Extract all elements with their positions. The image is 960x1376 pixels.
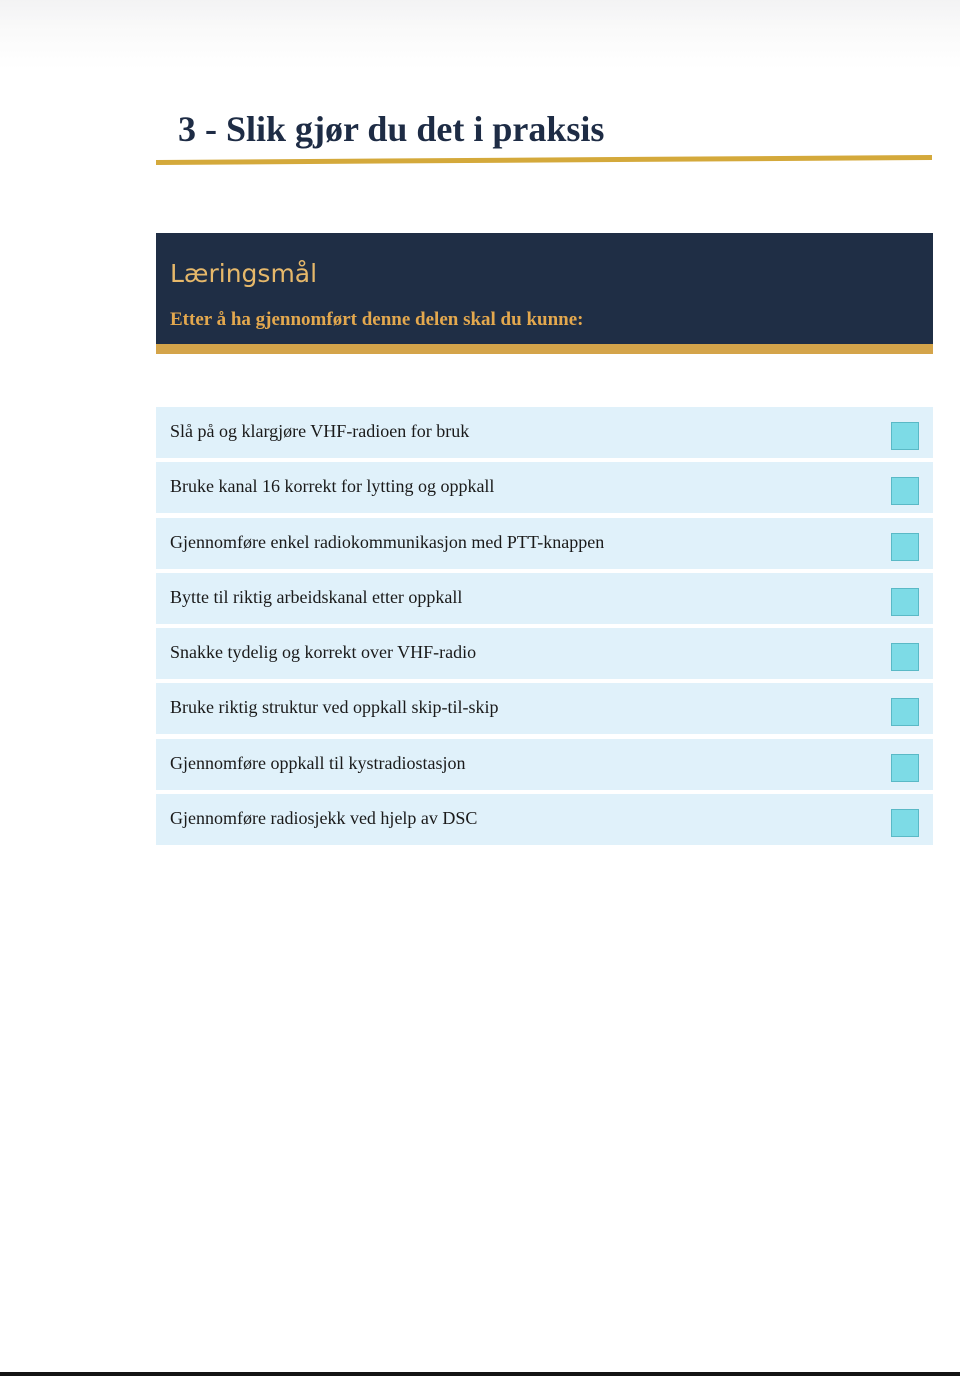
objective-label: Bruke riktig struktur ved oppkall skip-til-skip [170, 697, 499, 718]
page-bottom-edge [0, 1372, 960, 1376]
objective-checkbox[interactable] [891, 477, 919, 505]
objective-row [156, 462, 933, 513]
objective-label: Bytte til riktig arbeidskanal etter oppkall [170, 586, 463, 607]
objective-checkbox[interactable] [891, 533, 919, 561]
objective-row [156, 794, 933, 845]
learning-objectives-heading: Læringsmål [170, 259, 318, 288]
objective-label: Gjennomføre oppkall til kystradiostasjon [170, 752, 466, 773]
objective-checkbox[interactable] [891, 588, 919, 616]
learning-objectives-intro: Etter å ha gjennomført denne delen skal du kunne: [170, 309, 584, 330]
objective-checkbox[interactable] [891, 754, 919, 782]
objective-row [156, 573, 933, 624]
header-accent-bar [156, 344, 933, 354]
title-underline [156, 155, 932, 165]
objective-label: Snakke tydelig og korrekt over VHF-radio [170, 642, 477, 663]
objective-row [156, 518, 933, 569]
objective-checkbox[interactable] [891, 809, 919, 837]
objective-row [156, 683, 933, 734]
objective-row [156, 628, 933, 679]
objective-row [156, 407, 933, 458]
page-top-shadow [0, 0, 960, 70]
learning-objectives-header [156, 233, 933, 344]
objective-checkbox[interactable] [891, 698, 919, 726]
objective-label: Bruke kanal 16 korrekt for lytting og oppkall [170, 476, 495, 497]
objective-checkbox[interactable] [891, 422, 919, 450]
objective-label: Gjennomføre enkel radiokommunikasjon med PTT-knappen [170, 531, 605, 552]
objective-label: Gjennomføre radiosjekk ved hjelp av DSC [170, 808, 478, 829]
page-title: 3 - Slik gjør du det i praksis [178, 109, 605, 149]
objective-label: Slå på og klargjøre VHF-radioen for bruk [170, 421, 470, 441]
learning-objectives-list [156, 407, 933, 849]
objective-checkbox[interactable] [891, 643, 919, 671]
objective-row [156, 739, 933, 790]
